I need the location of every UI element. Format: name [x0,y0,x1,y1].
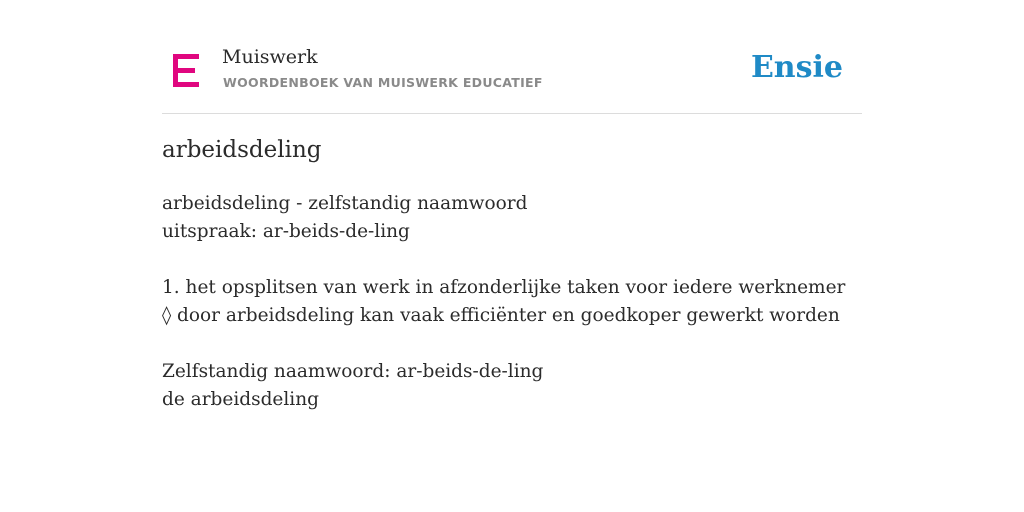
spacer [162,330,862,358]
headword-line: arbeidsdeling - zelfstandig naamwoord [162,193,528,214]
spacer [162,246,862,274]
grammar-line: Zelfstandig naamwoord: ar-beids-de-ling [162,361,544,382]
article-line: de arbeidsdeling [162,389,319,410]
example-line: ◊ door arbeidsdeling kan vaak efficiënter en goedkoper gewerkt worden [162,305,840,326]
ensie-brand-logo[interactable]: Ensie [750,50,843,85]
site-subtitle: WOORDENBOEK VAN MUISWERK EDUCATIEF [223,75,543,90]
site-header [162,38,862,114]
page-title: arbeidsdeling [162,137,322,163]
pronunciation-line: uitspraak: ar-beids-de-ling [162,221,410,242]
definition-line: 1. het opsplitsen van werk in afzonderlijke taken voor iedere werknemer [162,277,846,298]
muiswerk-logo-icon[interactable] [173,54,199,87]
entry-content [162,190,862,414]
site-name[interactable]: Muiswerk [222,46,318,68]
